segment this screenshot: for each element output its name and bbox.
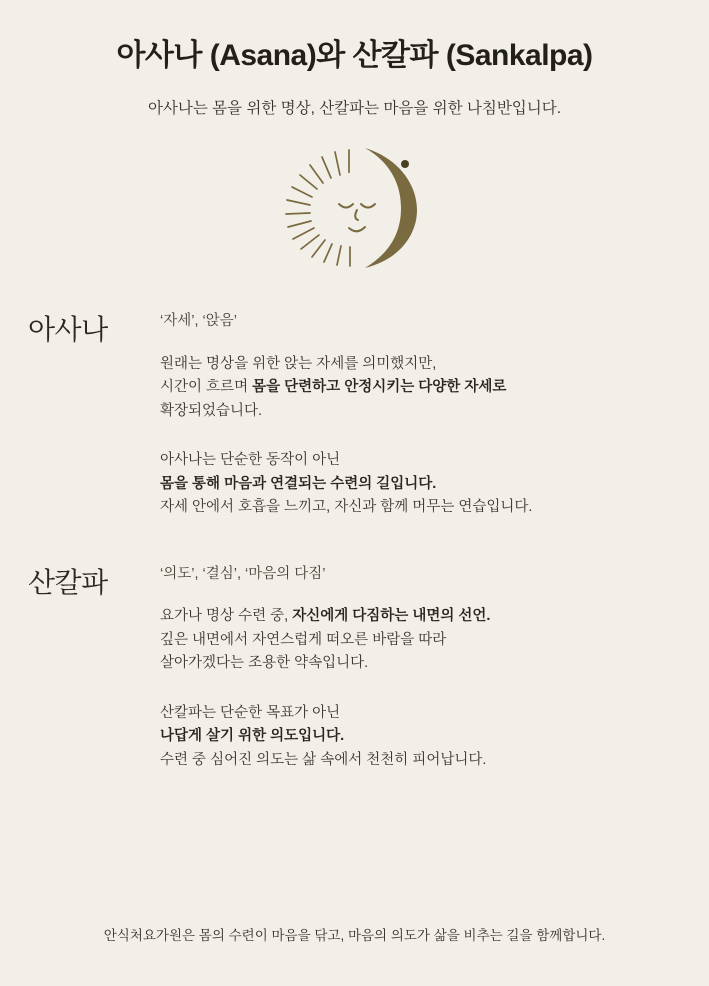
text-run: 수련 중 심어진 의도는 삶 속에서 천천히 피어납니다. — [160, 751, 487, 768]
page-subtitle: 아사나는 몸을 위한 명상, 산칼파는 마음을 위한 나침반입니다. — [147, 100, 562, 117]
text-run: 아사나는 단순한 동작이 아닌 — [160, 452, 341, 469]
text-run-bold: 몸을 단련하고 안정시키는 다양한 자세로 — [252, 379, 507, 396]
text-run: 요가나 명상 수련 중, — [160, 608, 293, 625]
section-heading-sankalpa: 산칼파 — [28, 566, 108, 598]
emblem-container — [0, 140, 709, 275]
page-title: 아사나 (Asana)와 산칼파 (Sankalpa) — [116, 39, 593, 72]
text-run: 깊은 내면에서 자연스럽게 떠오른 바람을 따라 — [160, 631, 447, 648]
section-sankalpa — [0, 562, 709, 773]
section-heading-asana: 아사나 — [28, 314, 108, 345]
poster-page — [0, 38, 709, 986]
footer-note: 안식처요가원은 몸의 수련이 마음을 닦고, 마음의 의도가 삶을 비추는 길을 함께합니다. — [103, 928, 606, 943]
paragraph — [160, 353, 687, 423]
section-body-sankalpa — [160, 562, 687, 773]
text-run: 확장되었습니다. — [160, 402, 263, 419]
text-run: 살아가겠다는 조용한 약속입니다. — [160, 655, 369, 672]
section-quote-asana: ‘자세’, ‘앉음’ — [160, 313, 237, 329]
text-run-bold: 나답게 살기 위한 의도입니다. — [160, 728, 345, 745]
section-body-asana — [160, 309, 687, 520]
text-run: 원래는 명상을 위한 앉는 자세를 의미했지만, — [160, 355, 437, 372]
section-quote-sankalpa: ‘의도’, ‘결심’, ‘마음의 다짐’ — [160, 565, 326, 582]
text-run-bold: 몸을 통해 마음과 연결되는 수련의 길입니다. — [160, 475, 437, 492]
paragraph — [160, 605, 687, 675]
paragraph — [160, 702, 687, 772]
text-run: 자세 안에서 호흡을 느끼고, 자신과 함께 머무는 연습입니다. — [160, 499, 533, 516]
text-run: 산칼파는 단순한 목표가 아닌 — [160, 704, 341, 721]
text-run: 시간이 흐르며 — [160, 379, 253, 396]
text-run-bold: 자신에게 다짐하는 내면의 선언. — [292, 608, 491, 625]
section-asana — [0, 309, 709, 520]
sun-moon-face-icon — [265, 140, 445, 275]
paragraph — [160, 449, 687, 519]
